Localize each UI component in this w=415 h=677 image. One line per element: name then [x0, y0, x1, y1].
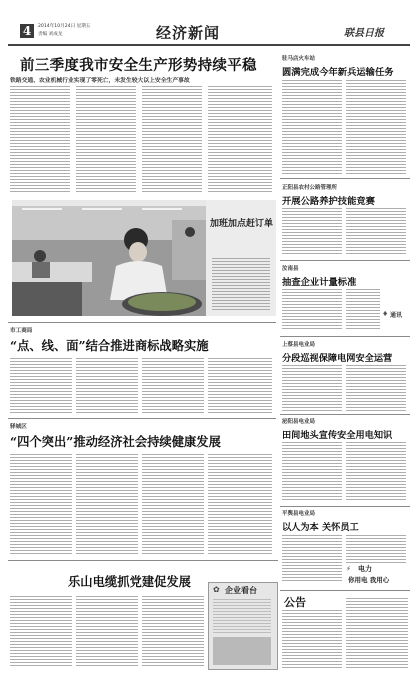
- article2-source: 市工商局: [10, 328, 33, 334]
- news1-body-col-2: [346, 80, 406, 174]
- article2: [8, 324, 276, 416]
- news3-body-col-1: [282, 289, 342, 329]
- photo-title: 加班加点赶订单: [210, 219, 274, 229]
- sb2-news3-source: 平舆县电业局: [282, 511, 316, 517]
- company-showcase-title: 企业看台: [225, 585, 257, 595]
- company-showcase-photo: [213, 637, 271, 665]
- article2-body-col-1: [10, 358, 72, 414]
- news2-body-col-1: [282, 208, 342, 256]
- news-photo: [12, 200, 206, 316]
- article4-body-col-2: [76, 596, 138, 668]
- company-logo-icon: ✿: [213, 585, 220, 594]
- article4-body-col-3: [142, 596, 204, 668]
- power-ad: [346, 564, 408, 586]
- news3-headline: 抽查企业计量标准: [282, 277, 357, 288]
- lead-subheadline: 铁路交通、农业机械行业实现了零死亡，未发生较大以上安全生产事故: [10, 78, 190, 84]
- page-number: 4: [22, 24, 32, 38]
- company-showcase-text: [213, 599, 271, 633]
- lead-body-col-1: [10, 86, 70, 192]
- sb2-news2-body-col-1: [282, 442, 342, 502]
- article2-top-rule: [8, 322, 276, 323]
- sidebar2-divider-2: [280, 506, 410, 507]
- brand-badge-icon: ♦: [382, 310, 389, 318]
- photo-title-area: [206, 200, 276, 316]
- article4: [8, 562, 278, 672]
- article3: [8, 420, 276, 558]
- lead-article: [8, 48, 276, 196]
- section-title: 经济新闻: [156, 24, 221, 42]
- right-sidebar-bottom: [280, 338, 410, 588]
- power-logo-icon: ⚡: [346, 565, 351, 573]
- company-showcase: [208, 582, 278, 670]
- article4-headline: 乐山电缆抓党建促发展: [68, 574, 191, 589]
- sidebar-divider-2: [280, 260, 410, 261]
- article3-body-col-2: [76, 454, 138, 556]
- sidebar2-top-rule: [280, 336, 410, 337]
- power-ad-line1: 电力: [358, 564, 372, 573]
- factory-worker-photo: [12, 200, 206, 316]
- article2-headline: “点、线、面”结合推进商标战略实施: [10, 338, 209, 353]
- right-sidebar-top: [280, 48, 410, 334]
- news2-headline: 开展公路养护技能竞赛: [282, 196, 375, 207]
- sb2-news2-source: 泌阳县电业局: [282, 419, 316, 425]
- news1-source: 驻马店火车站: [282, 56, 316, 62]
- news3-body-col-2: [346, 289, 380, 329]
- article2-body-col-2: [76, 358, 138, 414]
- lead-body-col-4: [208, 86, 272, 192]
- lead-body-col-3: [142, 86, 202, 192]
- sidebar-divider-1: [280, 178, 410, 179]
- sb2-news1-headline: 分段巡视保障电网安全运营: [282, 353, 393, 364]
- power-ad-line2: 你用电 我用心: [348, 576, 390, 584]
- sb2-news1-body-col-1: [282, 365, 342, 411]
- sb2-news2-headline: 田间地头宣传安全用电知识: [282, 430, 393, 441]
- sb2-news1-body-col-2: [346, 365, 406, 411]
- news1-body-col-1: [282, 80, 342, 174]
- sb2-news3-body-col-2: [346, 535, 406, 563]
- masthead-rule: [8, 44, 410, 46]
- sb2-news1-source: 上蔡县电业局: [282, 342, 316, 348]
- sidebar2-divider-1: [280, 414, 410, 415]
- sb2-news2-body-col-2: [346, 442, 406, 502]
- news1-headline: 圆满完成今年新兵运输任务: [282, 67, 394, 78]
- article3-headline: “四个突出”推动经济社会持续健康发展: [10, 434, 221, 449]
- issue-date: 2014年10月24日 星期五: [38, 24, 91, 29]
- article2-body-col-3: [142, 358, 204, 414]
- article2-body-col-4: [208, 358, 272, 414]
- news2-source: 正阳县农村公路管理所: [282, 185, 338, 191]
- article3-body-col-3: [142, 454, 204, 556]
- notice-title: 公告: [284, 596, 306, 609]
- article3-body-col-1: [10, 454, 72, 556]
- notice-box: [280, 592, 410, 672]
- notice-top-rule: [280, 590, 410, 591]
- news2-body-col-2: [346, 208, 406, 256]
- sb2-news3-body-col-1: [282, 535, 342, 583]
- sb2-news3-headline: 以人为本 关怀员工: [282, 522, 359, 533]
- article3-body-col-4: [208, 454, 272, 556]
- paper-name: 联县日报: [344, 28, 384, 39]
- news3-source: 汝南县: [282, 266, 299, 272]
- lead-headline: 前三季度我市安全生产形势持续平稳: [20, 57, 257, 74]
- lead-body-col-2: [76, 86, 136, 192]
- editor-credit: 责编 刘成龙: [38, 32, 63, 37]
- article4-top-rule: [8, 560, 278, 561]
- brand-note: 通讯: [390, 312, 403, 319]
- photo-caption-text: [212, 258, 270, 310]
- notice-body-col-1: [282, 610, 342, 668]
- article3-top-rule: [8, 418, 276, 419]
- notice-body-col-2: [346, 598, 408, 668]
- masthead: [6, 22, 410, 44]
- article4-body-col-1: [10, 596, 72, 668]
- article3-source: 驿城区: [10, 424, 27, 430]
